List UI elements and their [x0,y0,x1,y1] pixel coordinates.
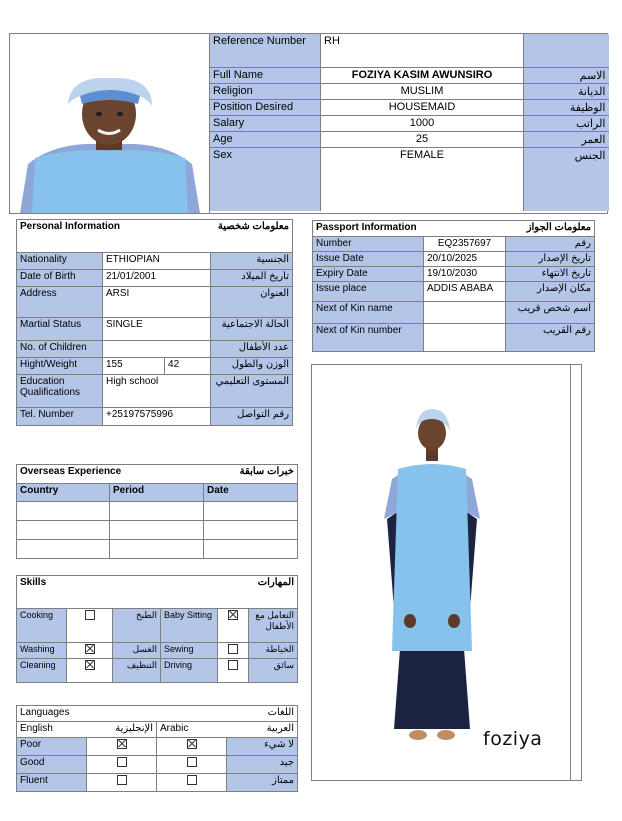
skills-title-ar: المهارات [161,576,298,609]
lang-english-label: English [17,722,87,738]
reference-value: RH [321,34,524,67]
skill-cooking-ar: الطبخ [113,609,161,643]
skill-washing-label: Washing [17,643,67,659]
salary-ar: الراتب [524,115,609,131]
tel-ar: رقم التواصل [211,408,293,426]
overseas-cell [204,521,298,540]
education-label: Education Qualifications [17,375,103,408]
passport-number-value: EQ2357697 [424,237,506,252]
overseas-cell [110,540,204,559]
skill-driving-checkbox[interactable] [218,659,249,683]
unchecked-box-icon [228,660,238,670]
header-table [209,34,609,211]
skills-title: Skills [17,576,161,609]
skill-babysitting-checkbox[interactable] [218,609,249,643]
level-poor-label: Poor [17,738,87,756]
issue-place-ar: مكان الإصدار [506,282,595,302]
overseas-cell [110,502,204,521]
kin-number-ar: رقم القريب [506,324,595,352]
skill-babysitting-label: Baby Sitting [161,609,218,643]
skill-cleaning-ar: التنظيف [113,659,161,683]
marital-value: SINGLE [103,318,211,341]
religion-value: MUSLIM [321,83,524,99]
skill-washing-checkbox[interactable] [67,643,113,659]
issue-place-label: Issue place [313,282,424,302]
checked-box-icon [85,660,95,670]
children-ar: عدد الأطفال [211,341,293,358]
overseas-col-period: Period [110,484,204,502]
lang-arabic-ar: العربية [227,722,298,738]
checked-box-icon [187,739,197,749]
passport-title: Passport Information [313,221,506,237]
address-value: ARSI [103,287,211,318]
religion-label: Religion [210,83,321,99]
level-fluent-ar: ممتاز [227,774,298,792]
position-value: HOUSEMAID [321,99,524,115]
personal-title-ar: معلومات شخصية [165,220,293,253]
skill-cooking-checkbox[interactable] [67,609,113,643]
marital-ar: الحالة الاجتماعية [211,318,293,341]
skill-driving-ar: سائق [249,659,298,683]
overseas-title: Overseas Experience [17,465,204,484]
skill-babysitting-ar: التعامل مع الأطفال [249,609,298,643]
level-fluent-label: Fluent [17,774,87,792]
skill-cleaning-checkbox[interactable] [67,659,113,683]
portrait-photo [10,34,210,213]
overseas-cell [17,521,110,540]
skill-driving-label: Driving [161,659,218,683]
salary-label: Salary [210,115,321,131]
age-ar: العمر [524,131,609,147]
checked-box-icon [228,610,238,620]
skill-sewing-label: Sewing [161,643,218,659]
languages-table [16,705,298,792]
full-body-photo-frame [311,364,582,781]
photo-divider [570,365,571,780]
skill-washing-ar: الغسل [113,643,161,659]
issue-place-value: ADDIS ABABA [424,282,506,302]
nationality-ar: الجنسية [211,253,293,270]
skill-sewing-ar: الخياطة [249,643,298,659]
issue-date-label: Issue Date [313,252,424,267]
expiry-date-label: Expiry Date [313,267,424,282]
unchecked-box-icon [117,757,127,767]
overseas-col-date: Date [204,484,298,502]
fullname-label: Full Name [210,67,321,83]
languages-title: Languages [17,706,157,722]
checked-box-icon [85,644,95,654]
dob-label: Date of Birth [17,270,103,287]
overseas-cell [204,540,298,559]
unchecked-box-icon [187,757,197,767]
dob-value: 21/01/2001 [103,270,211,287]
fullname-ar: الاسم [524,67,609,83]
education-value: High school [103,375,211,408]
overseas-cell [17,502,110,521]
level-good-ar: جيد [227,756,298,774]
poor-arabic-checkbox[interactable] [157,738,227,756]
address-label: Address [17,287,103,318]
unchecked-box-icon [187,775,197,785]
kin-number-label: Next of Kin number [313,324,424,352]
skill-cooking-label: Cooking [17,609,67,643]
sex-value: FEMALE [321,147,524,211]
passport-number-label: Number [313,237,424,252]
checked-box-icon [117,739,127,749]
overseas-cell [17,540,110,559]
fluent-arabic-checkbox[interactable] [157,774,227,792]
overseas-title-ar: خبرات سابقة [204,465,298,484]
good-arabic-checkbox[interactable] [157,756,227,774]
dob-ar: تاريخ الميلاد [211,270,293,287]
full-body-illustration [372,399,492,749]
fullname-value: FOZIYA KASIM AWUNSIRO [321,67,524,83]
level-good-label: Good [17,756,87,774]
education-ar: المستوى التعليمي [211,375,293,408]
kin-name-value [424,302,506,324]
kin-number-value [424,324,506,352]
children-value [103,341,211,358]
personal-info-table [16,219,293,426]
photo-caption: foziya [483,728,543,750]
height-value: 155 [103,358,165,375]
unchecked-box-icon [228,644,238,654]
overseas-cell [110,521,204,540]
issue-date-ar: تاريخ الإصدار [506,252,595,267]
kin-name-ar: اسم شخص قريب [506,302,595,324]
position-ar: الوظيفة [524,99,609,115]
hw-label: Hight/Weight [17,358,103,375]
kin-name-label: Next of Kin name [313,302,424,324]
overseas-cell [204,502,298,521]
skills-table [16,575,298,683]
expiry-date-value: 19/10/2030 [424,267,506,282]
unchecked-box-icon [117,775,127,785]
lang-english-ar: الإنجليزية [87,722,157,738]
passport-info-table [312,220,595,352]
skill-sewing-checkbox[interactable] [218,643,249,659]
personal-title: Personal Information [17,220,165,253]
passport-number-ar: رقم [506,237,595,252]
tel-label: Tel. Number [17,408,103,426]
top-section [9,33,608,214]
religion-ar: الديانة [524,83,609,99]
issue-date-value: 20/10/2025 [424,252,506,267]
skill-cleaning-label: Cleaning [17,659,67,683]
marital-label: Martial Status [17,318,103,341]
nationality-value: ETHIOPIAN [103,253,211,270]
tel-value: +25197575996 [103,408,211,426]
reference-label: Reference Number [210,34,321,67]
overseas-experience-table [16,464,298,559]
fluent-english-checkbox[interactable] [87,774,157,792]
languages-title-ar: اللغات [157,706,298,722]
hw-ar: الوزن والطول [211,358,293,375]
salary-value: 1000 [321,115,524,131]
sex-ar: الجنس [524,147,609,211]
level-poor-ar: لا شيء [227,738,298,756]
expiry-date-ar: تاريخ الانتهاء [506,267,595,282]
portrait-illustration [10,34,209,213]
age-value: 25 [321,131,524,147]
lang-arabic-label: Arabic [157,722,227,738]
children-label: No. of Children [17,341,103,358]
nationality-label: Nationality [17,253,103,270]
age-label: Age [210,131,321,147]
poor-english-checkbox[interactable] [87,738,157,756]
reference-empty [524,34,609,67]
address-ar: العنوان [211,287,293,318]
unchecked-box-icon [85,610,95,620]
position-label: Position Desired [210,99,321,115]
passport-title-ar: معلومات الجواز [506,221,595,237]
overseas-col-country: Country [17,484,110,502]
good-english-checkbox[interactable] [87,756,157,774]
sex-label: Sex [210,147,321,211]
weight-value: 42 [165,358,211,375]
